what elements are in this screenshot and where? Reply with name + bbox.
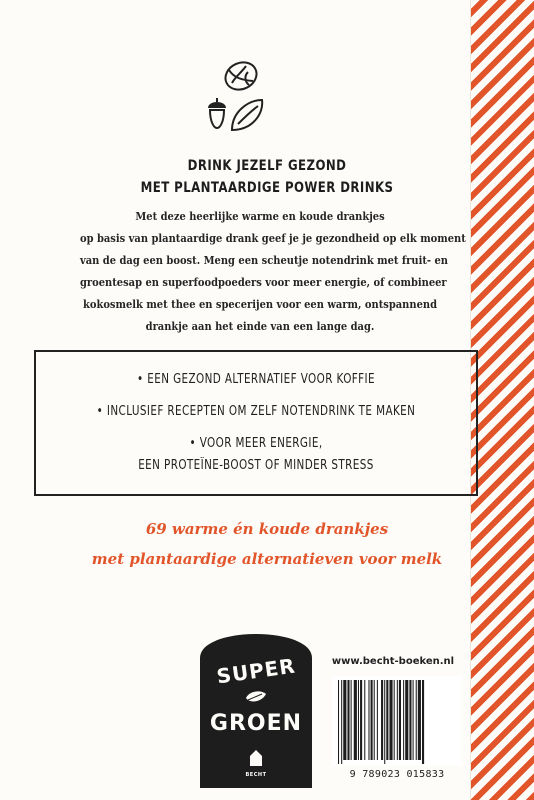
barcode-bar — [343, 680, 346, 760]
blurb-line: drankje aan het einde van een lange dag. — [145, 320, 375, 333]
publisher-website: www.becht-boeken.nl — [331, 656, 455, 667]
barcode-bar — [358, 680, 359, 760]
logo-word-super: SUPER — [215, 653, 298, 689]
barcode-bar — [364, 680, 365, 760]
barcode-bar — [360, 680, 362, 760]
diagonal-stripe-band — [470, 0, 534, 800]
barcode-bar — [416, 680, 417, 760]
highlight-item-continued: EEN PROTEÏNE-BOOST OF MINDER STRESS — [138, 458, 374, 473]
barcode-bar — [418, 680, 421, 760]
headline-line-1: DRINK JEZELF GEZOND — [187, 158, 347, 174]
nuts-illustration — [196, 54, 282, 140]
blurb-line: groentesap en superfoodpoeders voor meer energie, of combineer — [80, 276, 447, 289]
barcode-bar — [397, 680, 398, 760]
barcode-bar — [386, 680, 388, 760]
blurb-line: Met deze heerlijke warme en koude drankjes — [135, 210, 385, 223]
barcode-bar — [405, 680, 408, 760]
super-groen-logo — [190, 618, 322, 790]
walnut-icon — [221, 57, 261, 94]
tagline-line-1: 69 warme én koude drankjes — [145, 520, 389, 538]
headline-line-2: MET PLANTAARDIGE POWER DRINKS — [140, 180, 394, 196]
barcode-bar — [338, 680, 339, 764]
almond-icon — [232, 100, 262, 130]
barcode-bar — [413, 680, 414, 760]
barcode-bar — [368, 680, 369, 760]
barcode-bar — [394, 680, 395, 760]
barcode-bar — [384, 680, 385, 764]
barcode-bar — [381, 680, 383, 760]
blurb-line: op basis van plantaardige drank geef je je gezondheid op elk moment — [80, 232, 466, 245]
acorn-icon — [208, 98, 226, 128]
blurb-line: van de dag een boost. Meng een scheutje notendrink met fruit- en — [80, 254, 448, 267]
blurb-paragraph — [60, 206, 466, 338]
barcode-bar — [377, 680, 378, 760]
highlight-item: • INCLUSIEF RECEPTEN OM ZELF NOTENDRINK TE MAKEN — [96, 404, 416, 419]
highlight-item: • VOOR MEER ENERGIE, — [189, 436, 323, 451]
barcode-bar — [399, 680, 401, 760]
barcode-bar — [409, 680, 411, 760]
barcode-bar — [389, 680, 392, 760]
highlights-box — [34, 350, 478, 496]
logo-word-groen: GROEN — [209, 711, 303, 736]
barcode-bar — [371, 680, 373, 760]
barcode-bar — [422, 680, 424, 764]
barcode-bar — [354, 680, 357, 760]
barcode-bars — [332, 676, 462, 766]
isbn-number: 9 789023 015833 — [349, 769, 445, 780]
highlight-item: • EEN GEZOND ALTERNATIEF VOOR KOFFIE — [137, 372, 375, 387]
barcode-bar — [403, 680, 404, 760]
publisher-name: BECHT — [245, 772, 267, 778]
isbn-barcode — [332, 676, 462, 766]
tagline-line-2: met plantaardige alternatieven voor melk — [91, 550, 443, 568]
blurb-line: kokosmelk met thee en specerijen voor een warm, ontspannend — [82, 298, 438, 311]
barcode-bar — [341, 680, 342, 764]
barcode-bar — [347, 680, 349, 760]
barcode-bar — [351, 680, 352, 760]
barcode-bar — [374, 680, 375, 760]
